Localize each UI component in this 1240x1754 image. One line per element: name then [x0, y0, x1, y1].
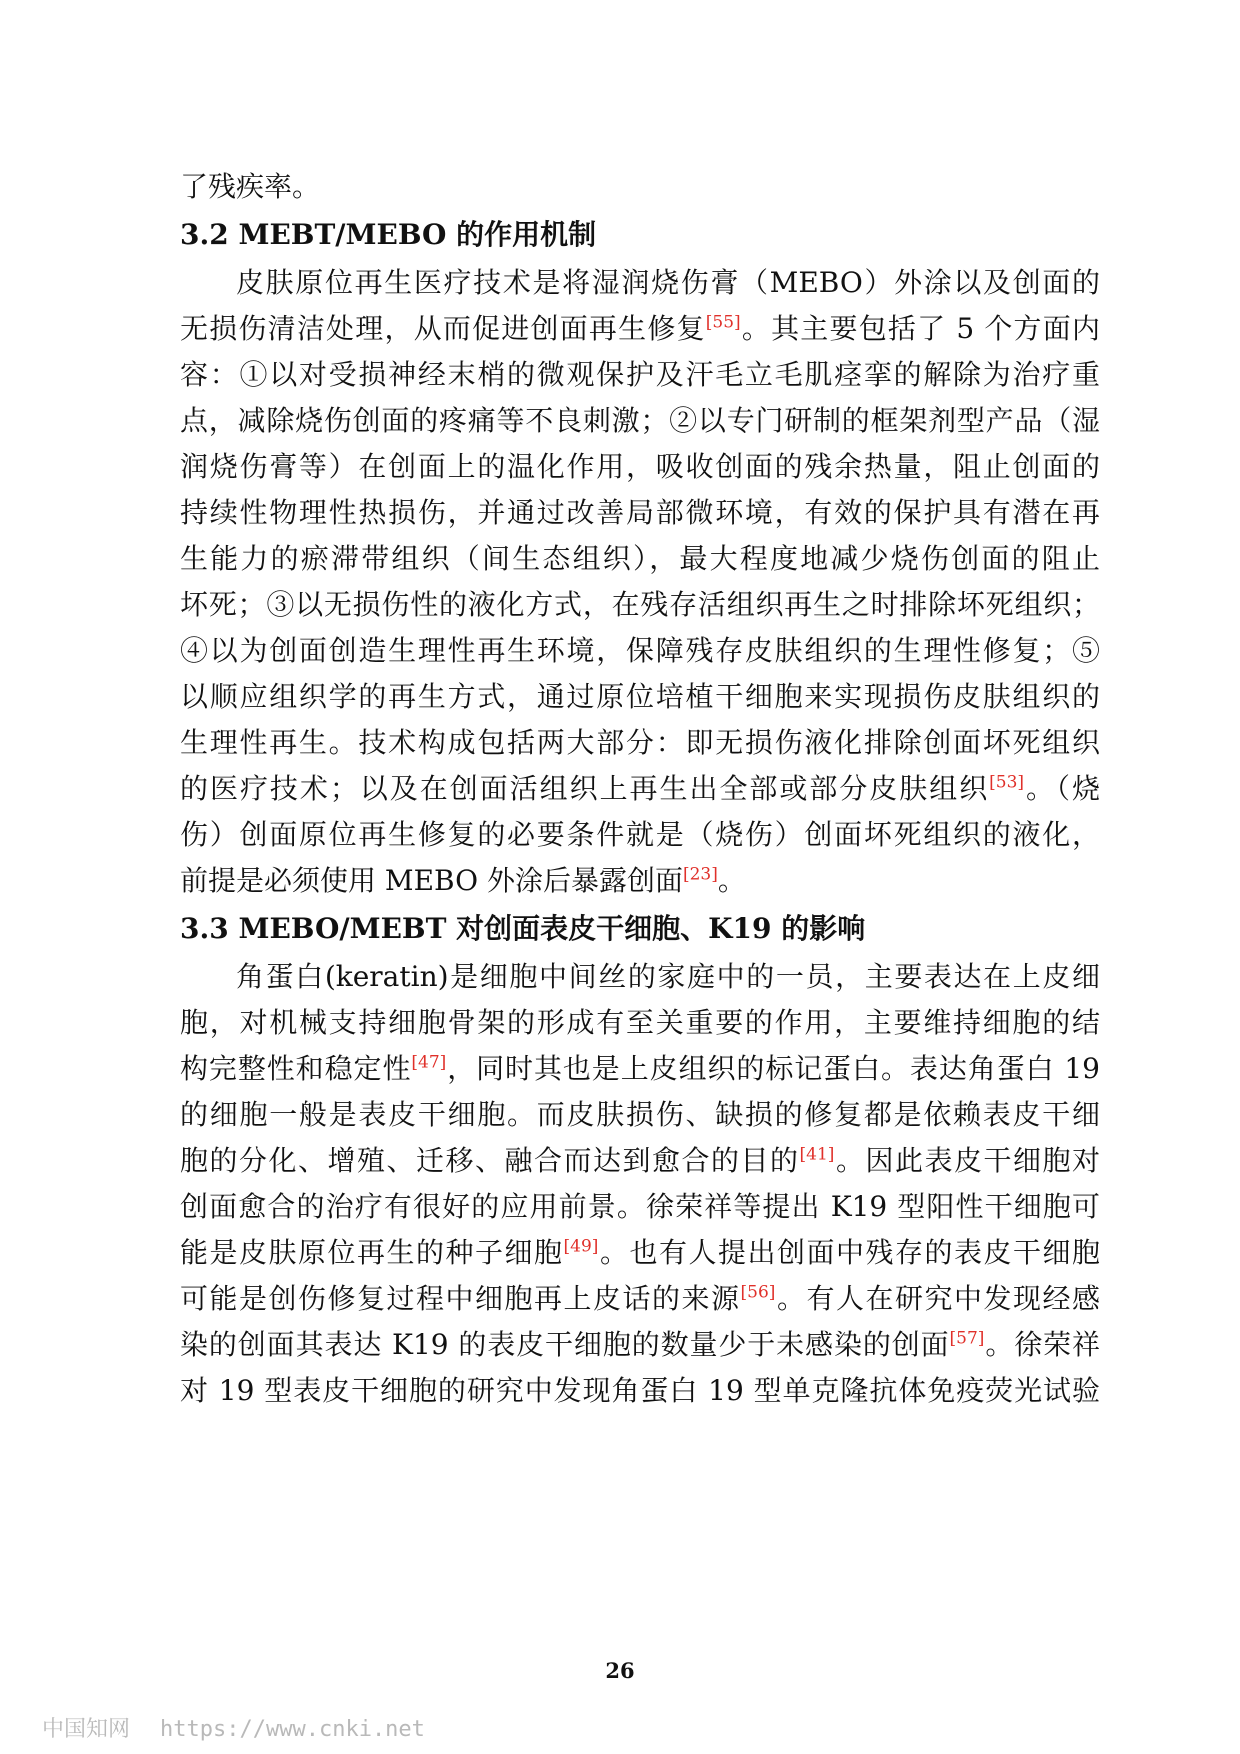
watermark-site-name: 中国知网 [42, 1717, 131, 1742]
paragraph-line: 容：①以对受损神经末梢的微观保护及汗毛立毛肌痉挛的解除为治疗重 [180, 358, 1100, 391]
paragraph-line: 染的创面其表达 K19 的表皮干细胞的数量少于未感染的创面[57]。徐荣祥 [180, 1328, 1100, 1361]
paragraph-line: 前提是必须使用 MEBO 外涂后暴露创面[23]。 [180, 864, 746, 897]
watermark [42, 1712, 425, 1743]
paragraph-line: 以顺应组织学的再生方式，通过原位培植干细胞来实现损伤皮肤组织的 [180, 680, 1100, 713]
paragraph-line: 的医疗技术；以及在创面活组织上再生出全部或部分皮肤组织[53]。（烧 [180, 772, 1100, 805]
paragraph-line: ④以为创面创造生理性再生环境，保障残存皮肤组织的生理性修复；⑤ [180, 634, 1100, 667]
paragraph-line: 生理性再生。技术构成包括两大部分：即无损伤液化排除创面坏死组织 [180, 726, 1100, 759]
paragraph-line: 创面愈合的治疗有很好的应用前景。徐荣祥等提出 K19 型阳性干细胞可 [180, 1190, 1100, 1223]
paragraph-line: 了残疾率。 [180, 170, 321, 203]
paragraph-line: 皮肤原位再生医疗技术是将湿润烧伤膏（MEBO）外涂以及创面的 [236, 266, 1100, 299]
paragraph-line: 点，减除烧伤创面的疼痛等不良刺激；②以专门研制的框架剂型产品（湿 [180, 404, 1100, 437]
paragraph-line: 胞，对机械支持细胞骨架的形成有至关重要的作用，主要维持细胞的结 [180, 1006, 1100, 1039]
paragraph-line: 润烧伤膏等）在创面上的温化作用，吸收创面的残余热量，阻止创面的 [180, 450, 1100, 483]
paragraph-line: 坏死；③以无损伤性的液化方式，在残存活组织再生之时排除坏死组织； [180, 588, 1100, 621]
paragraph-line: 角蛋白(keratin)是细胞中间丝的家庭中的一员，主要表达在上皮细 [236, 960, 1100, 993]
page-number: 26 [605, 1658, 635, 1683]
citation[interactable]: [49] [563, 1236, 599, 1257]
paragraph-line: 伤）创面原位再生修复的必要条件就是（烧伤）创面坏死组织的液化， [180, 818, 1100, 851]
paragraph-line: 的细胞一般是表皮干细胞。而皮肤损伤、缺损的修复都是依赖表皮干细 [180, 1098, 1100, 1131]
section-heading-3-3: 3.3 MEBO/MEBT 对创面表皮干细胞、K19 的影响 [180, 912, 866, 945]
paragraph-line: 对 19 型表皮干细胞的研究中发现角蛋白 19 型单克隆抗体免疫荧光试验 [180, 1374, 1100, 1407]
section-heading-3-2: 3.2 MEBT/MEBO 的作用机制 [180, 218, 597, 251]
citation[interactable]: [56] [740, 1282, 776, 1303]
paragraph-line: 胞的分化、增殖、迁移、融合而达到愈合的目的[41]。因此表皮干细胞对 [180, 1144, 1100, 1177]
citation[interactable]: [57] [949, 1328, 985, 1349]
citation[interactable]: [55] [705, 312, 741, 333]
citation[interactable]: [41] [799, 1144, 835, 1165]
paragraph-line: 构完整性和稳定性[47]，同时其也是上皮组织的标记蛋白。表达角蛋白 19 [180, 1052, 1100, 1085]
paragraph-line: 能是皮肤原位再生的种子细胞[49]。也有人提出创面中残存的表皮干细胞 [180, 1236, 1100, 1269]
paragraph-line: 持续性物理性热损伤，并通过改善局部微环境，有效的保护具有潜在再 [180, 496, 1100, 529]
citation[interactable]: [23] [682, 864, 718, 885]
paragraph-line: 生能力的瘀滞带组织（间生态组织），最大程度地减少烧伤创面的阻止 [180, 542, 1100, 575]
paragraph-line: 无损伤清洁处理，从而促进创面再生修复[55]。其主要包括了 5 个方面内 [180, 312, 1100, 345]
citation[interactable]: [53] [989, 772, 1025, 793]
paragraph-line: 可能是创伤修复过程中细胞再上皮话的来源[56]。有人在研究中发现经感 [180, 1282, 1100, 1315]
citation[interactable]: [47] [411, 1052, 447, 1073]
watermark-url[interactable]: https://www.cnki.net [160, 1717, 425, 1742]
